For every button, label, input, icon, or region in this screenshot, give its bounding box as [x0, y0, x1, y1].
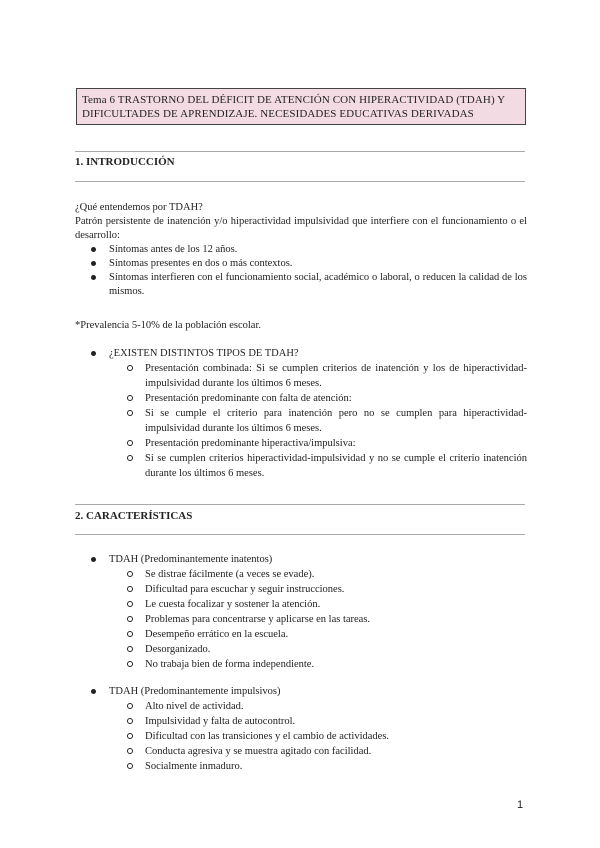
impulsive-label: TDAH (Predominantemente impulsivos) [109, 686, 281, 697]
list-item: Dificultad con las transiciones y el cambio de actividades. [109, 729, 527, 744]
circle-bullet-icon [127, 571, 133, 577]
circle-bullet-icon [127, 455, 133, 461]
circle-bullet-icon [127, 703, 133, 709]
section-heading-caracteristicas: 2. CARACTERÍSTICAS [75, 510, 193, 522]
list-item: Socialmente inmaduro. [109, 759, 527, 774]
list-item: Desempeño errático en la escuela. [109, 627, 527, 642]
list-item: Si se cumplen criterios hiperactividad-impulsividad y no se cumple el criterio inatención durante los últimos 6 meses. [109, 451, 527, 481]
circle-bullet-icon [127, 763, 133, 769]
list-item: Dificultad para escuchar y seguir instrucciones. [109, 582, 527, 597]
circle-bullet-icon [127, 440, 133, 446]
types-question: ¿EXISTEN DISTINTOS TIPOS DE TDAH? [109, 348, 299, 359]
circle-bullet-icon [127, 395, 133, 401]
circle-bullet-icon [127, 661, 133, 667]
list-item [75, 553, 527, 672]
list-item [75, 347, 527, 481]
list-item: Le cuesta focalizar y sostener la atención. [109, 597, 527, 612]
list-item: Síntomas presentes en dos o más contextos. [75, 257, 527, 271]
inattentive-list [75, 553, 527, 672]
list-item: Si se cumple el criterio para inatención pero no se cumplen para hiperactividad-impulsividad durante los últimos 6 meses. [109, 406, 527, 436]
intro-question: ¿Qué entendemos por TDAH? [75, 202, 203, 213]
list-item: Problemas para concentrarse y aplicarse en las tareas. [109, 612, 527, 627]
list-item: Impulsividad y falta de autocontrol. [109, 714, 527, 729]
divider-caracteristicas-top [75, 504, 525, 505]
circle-bullet-icon [127, 646, 133, 652]
section-heading-introduccion: 1. INTRODUCCIÓN [75, 156, 175, 168]
circle-bullet-icon [127, 718, 133, 724]
divider-caracteristicas-bottom [75, 534, 525, 535]
divider-top [75, 151, 525, 152]
page-number: 1 [517, 799, 524, 811]
divider-intro [75, 181, 525, 182]
circle-bullet-icon [127, 365, 133, 371]
intro-definition: Patrón persistente de inatención y/o hiperactividad impulsividad que interfiere con el funcionamiento o el desarrollo: [75, 216, 527, 241]
circle-bullet-icon [127, 631, 133, 637]
list-item: Presentación predominante hiperactiva/impulsiva: [109, 436, 527, 451]
circle-bullet-icon [127, 410, 133, 416]
types-sublist [109, 361, 527, 481]
list-item: Síntomas antes de los 12 años. [75, 243, 527, 257]
impulsive-sublist [109, 699, 527, 774]
bullet-icon [91, 247, 96, 252]
bullet-icon [91, 261, 96, 266]
bullet-icon [91, 275, 96, 280]
circle-bullet-icon [127, 586, 133, 592]
list-item: No trabaja bien de forma independiente. [109, 657, 527, 672]
circle-bullet-icon [127, 733, 133, 739]
types-list [75, 347, 527, 481]
list-item: Se distrae fácilmente (a veces se evade). [109, 567, 527, 582]
inattentive-label: TDAH (Predominantemente inatentos) [109, 554, 273, 565]
list-item: Alto nivel de actividad. [109, 699, 527, 714]
bullet-icon [91, 557, 96, 562]
list-item [75, 685, 527, 774]
criteria-list [75, 243, 527, 299]
list-item: Desorganizado. [109, 642, 527, 657]
inattentive-sublist [109, 567, 527, 672]
impulsive-list [75, 685, 527, 774]
list-item: Presentación combinada: Si se cumplen criterios de inatención y los de hiperactividad-impulsividad durante los últimos 6 meses. [109, 361, 527, 391]
topic-title-box [76, 88, 526, 125]
circle-bullet-icon [127, 616, 133, 622]
prevalence-note: *Prevalencia 5-10% de la población escolar. [75, 320, 262, 331]
bullet-icon [91, 351, 96, 356]
circle-bullet-icon [127, 601, 133, 607]
list-item: Conducta agresiva y se muestra agitado con facilidad. [109, 744, 527, 759]
list-item: Presentación predominante con falta de atención: [109, 391, 527, 406]
list-item: Síntomas interfieren con el funcionamiento social, académico o laboral, o reducen la calidad de los mismos. [75, 271, 527, 299]
topic-title: Tema 6 TRASTORNO DEL DÉFICIT DE ATENCIÓN CON HIPERACTIVIDAD (TDAH) Y DIFICULTADES DE APRENDIZAJE. NECESIDADES EDUCATIVAS DERIVADAS [82, 94, 505, 120]
bullet-icon [91, 689, 96, 694]
circle-bullet-icon [127, 748, 133, 754]
